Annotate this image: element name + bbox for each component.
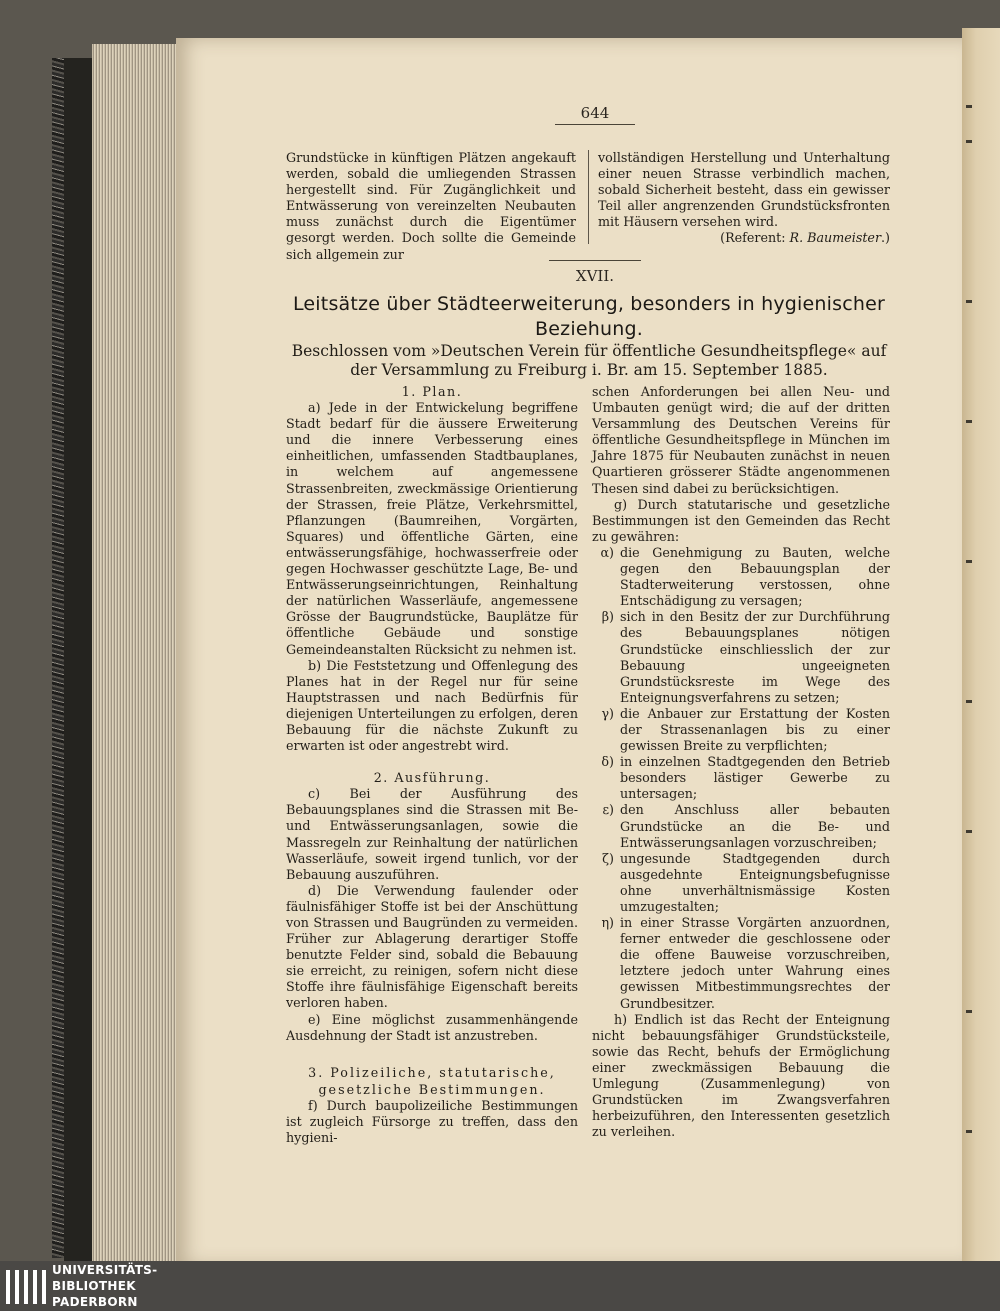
facing-page-mark (966, 700, 972, 703)
subsection-title: 2. Ausführung. (373, 770, 491, 786)
list-item (592, 851, 890, 915)
paragraph: b) Die Feststetzung und Offenlegung des Planes hat in der Regel nur für seine Hauptstrassen und nach Bedürfnis für diejenigen Unterteilungen zu erfolgen, deren Bebauung für die nächste Zukunft zu erwarten ist oder angestrebt wird. (286, 657, 578, 754)
library-name-line: BIBLIOTHEK (52, 1279, 136, 1293)
list-glyph: ε) (602, 802, 614, 818)
facing-page-edge (962, 28, 1000, 1261)
left-column (286, 384, 578, 1146)
facing-page-mark (966, 300, 972, 303)
facing-page-mark (966, 830, 972, 833)
library-name-line: UNIVERSITÄTS- (52, 1263, 158, 1277)
paragraph: vollständigen Herstellung und Unterhaltung einer neuen Strasse verbindlich machen, sobald Sicherheit besteht, dass ein gewisser Teil aller angrenzenden Grundstücksfronten mit Häusern versehen wird. (598, 150, 890, 230)
facing-page-mark (966, 140, 972, 143)
paragraph: Grundstücke in künftigen Plätzen angekauft werden, sobald die umliegenden Strassen hergestellt sind. Für Zugänglichkeit und Entwässerung von vereinzelten Neubauten muss zunächst durch die Eigentümer gesorgt werden. Doch sollte die Gemeinde sich allgemein zur (286, 150, 576, 262)
facing-page-mark (966, 420, 972, 423)
page-number: 644 (555, 104, 635, 125)
section-subheading: Beschlossen vom »Deutschen Verein für öffentliche Gesundheitspflege« auf der Versammlung zu Freiburg i. Br. am 15. September 1885. (291, 342, 887, 379)
facing-page-mark (966, 105, 972, 108)
paragraph: d) Die Verwendung faulender oder fäulnisfähiger Stoffe ist bei der Anschüttung von Strassen und Baugründen zu vermeiden. Früher zur Ablagerung derartiger Stoffe benutzte Felder sind, sobald die Bebauung sie erreicht, zu reinigen, sofern nicht diese Stoffe ihre fäulnisfähige Eigenschaft bereits verloren haben. (286, 882, 578, 1011)
section-numeral: XVII. (575, 267, 615, 285)
list-glyph: η) (601, 915, 614, 931)
spacer (286, 1044, 578, 1064)
list-item (592, 754, 890, 802)
list-text: den Anschluss aller bebauten Grundstücke an die Be- und Entwässerungsanlagen vorzuschreiben; (620, 802, 890, 850)
list-item (592, 706, 890, 754)
subsection-title: 3. Polizeiliche, statutarische, gesetzliche Bestimmungen. (308, 1064, 556, 1097)
list-text: die Genehmigung zu Bauten, welche gegen den Bebauungsplan der Stadterweiterung verstossen, ohne Entschädigung zu versagen; (620, 544, 890, 609)
list-glyph: β) (601, 609, 614, 625)
referent-name: R. Baumeister (789, 230, 882, 246)
referent-suffix: .) (881, 230, 890, 246)
list-text: sich in den Besitz der zur Durchführung des Bebauungsplanes nötigen Grundstücke einschliesslich der zur Bebauung ungeeigneten Grundstücksreste im Wege des Enteignungsverfahrens zu setzen; (620, 609, 890, 705)
book-spine (64, 58, 94, 1261)
continued-text-right (598, 150, 890, 247)
list-text: die Anbauer zur Erstattung der Kosten der Strassenanlagen bis zu einer gewissen Breite zu verpflichten; (620, 705, 890, 754)
spacer (286, 754, 578, 770)
paragraph: c) Bei der Ausführung des Bebauungsplanes sind die Strassen mit Be- und Entwässerungsanlagen, sowie die Massregeln zur Reinhaltung der natürlichen Wasserläufe, soweit irgend tunlich, vor der Bebauung auszuführen. (286, 786, 578, 882)
paragraph: schen Anforderungen bei allen Neu- und Umbauten genügt wird; die auf der dritten Versammlung des Deutschen Vereins für öffentliche Gesundheitspflege in München im Jahre 1875 für Neubauten zunächst in neuen Quartieren grösserer Städte angenommenen Thesen sind dabei zu berücksichtigen. (592, 384, 890, 496)
right-column (592, 384, 890, 1140)
column-divider (588, 150, 589, 244)
paragraph: f) Durch baupolizeiliche Bestimmungen ist zugleich Fürsorge zu treffen, dass den hygieni- (286, 1097, 578, 1145)
continued-text-left (286, 150, 576, 263)
list-item (592, 545, 890, 609)
list-item (592, 609, 890, 706)
list-item (592, 802, 890, 850)
paragraph: e) Eine möglichst zusammenhängende Ausdehnung der Stadt ist anzustreben. (286, 1011, 578, 1043)
list-text: in einzelnen Stadtgegenden den Betrieb besonders lästiger Gewerbe zu untersagen; (620, 754, 890, 802)
facing-page-mark (966, 560, 972, 563)
referent-prefix: (Referent: (720, 230, 790, 246)
list-glyph: δ) (601, 754, 614, 770)
referent-line (598, 230, 890, 246)
section-heading: Leitsätze über Städteerweiterung, besonders in hygienischer Beziehung. (292, 293, 886, 340)
paragraph: g) Durch statutarische und gesetzliche Bestimmungen ist den Gemeinden das Recht zu gewähren: (592, 496, 890, 544)
list-glyph: γ) (601, 705, 614, 721)
paragraph: a) Jede in der Entwickelung begriffene Stadt bedarf für die äussere Erweiterung und die innere Verbesserung eines einheitlichen, umfassenden Stadtbauplanes, in welchem auf angemessene Strassenbreiten, zweckmässige Orientierung der Strassen, freie Plätze, Verkehrsmittel, Pflanzungen (Baumreihen, Vorgärten, Squares) und öffentliche Gärten, eine entwässerungsfähige, hochwasserfreie oder gegen Hochwasser geschützte Lage, Be- und Entwässerungseinrichtungen, Reinhaltung der natürlichen Wasserläufe, angemessene Grösse der Baugrundstücke, Bauplätze für öffentliche Gebäude und sonstige Gemeindeanstalten Rücksicht zu nehmen ist. (286, 400, 578, 657)
list-text: ungesunde Stadtgegenden durch ausgedehnte Enteignungsbefugnisse ohne unverhältnismässige Kosten umzugestalten; (620, 850, 890, 914)
paragraph: h) Endlich ist das Recht der Enteignung nicht bebauungsfähiger Grundstücksteile, sowie das Recht, behufs der Ermöglichung einer zweckmässigen Bebauung die Umlegung (Zusammenlegung) von Grundstücken im Zwangsverfahren herbeizuführen, den Interessenten gesetzlich zu verleihen. (592, 1011, 890, 1140)
section-separator (549, 260, 641, 261)
facing-page-mark (966, 1010, 972, 1013)
library-name-line: PADERBORN (52, 1295, 138, 1309)
list-glyph: α) (600, 544, 614, 560)
facing-page-mark (966, 1130, 972, 1133)
library-footer (0, 1261, 1000, 1311)
list-glyph: ζ) (602, 850, 614, 866)
list-text: in einer Strasse Vorgärten anzuordnen, ferner entweder die geschlossene oder die offene Bauweise vorzuschreiben, letztere jedoch unter Wahrung eines gewissen Mitbestimmungsrechtes der Grundbesitzer. (620, 915, 890, 1011)
library-name (52, 1262, 157, 1310)
page-edges (92, 44, 178, 1261)
library-logo-icon (6, 1270, 46, 1304)
subsection-title: 1. Plan. (401, 384, 463, 399)
list-item (592, 915, 890, 1012)
